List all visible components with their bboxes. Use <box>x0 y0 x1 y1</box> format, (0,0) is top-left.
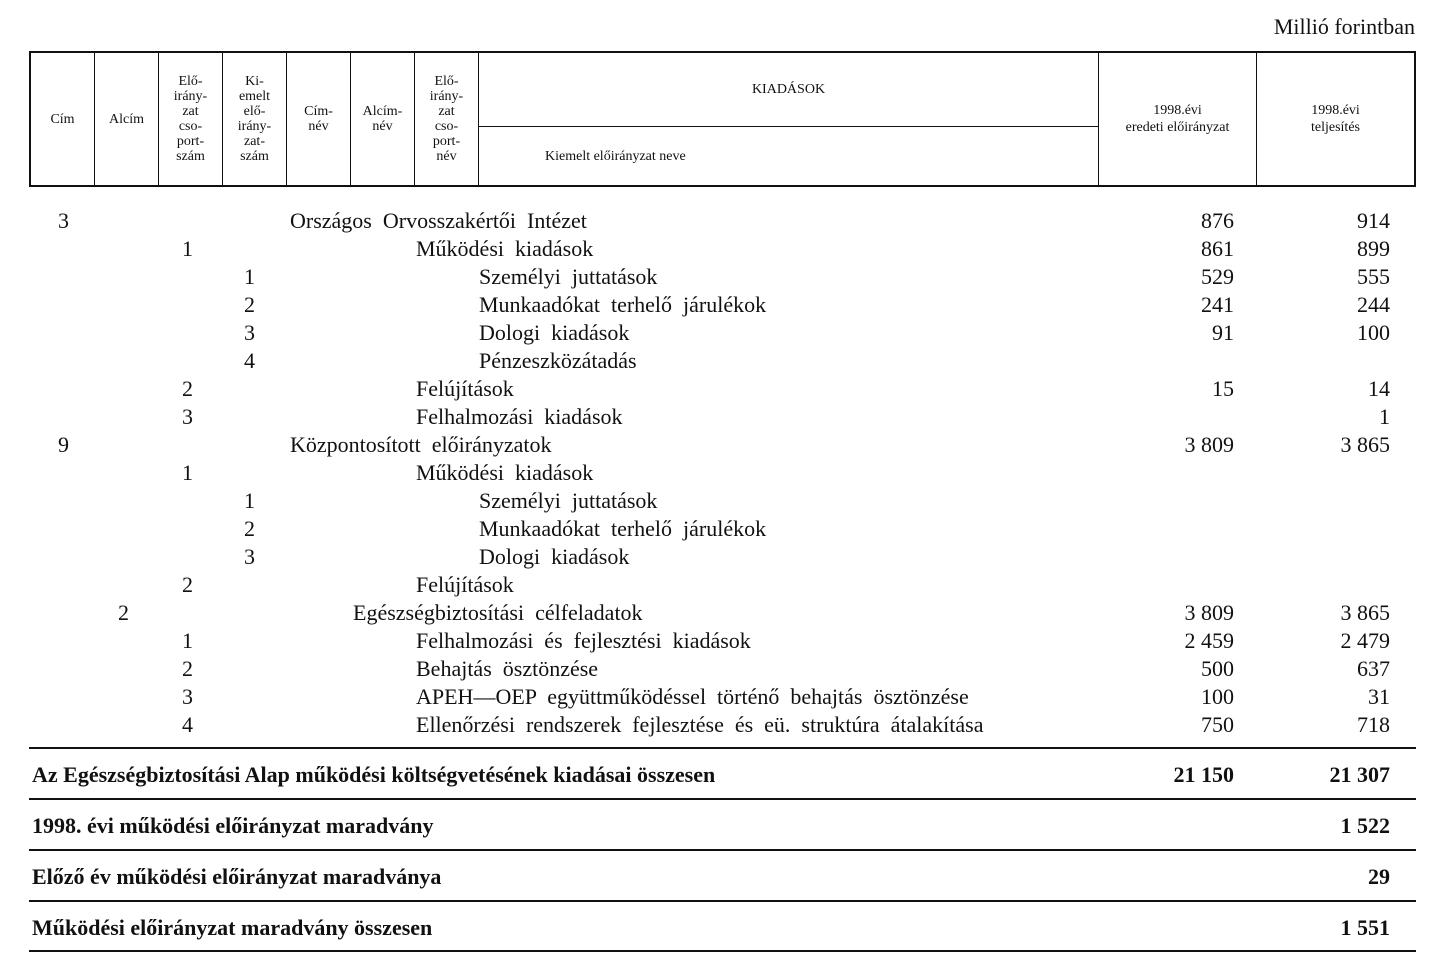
header-cim-label: Cím <box>50 111 75 127</box>
teljesites-value: 718 <box>1357 712 1390 737</box>
csoport-name: Működési kiadások <box>416 460 594 485</box>
teljesites-value: 2 479 <box>1340 628 1390 653</box>
table-row <box>0 263 1431 291</box>
header-cim-nev-label: Cím- név <box>304 104 333 134</box>
table-row <box>0 515 1431 543</box>
summary-row <box>0 760 1431 790</box>
kiemelt-number: 3 <box>244 320 255 345</box>
table-row <box>0 459 1431 487</box>
kiemelt-name: Személyi juttatások <box>479 264 658 289</box>
summary-label: Működési előirányzat maradvány összesen <box>32 915 433 940</box>
teljesites-value: 100 <box>1357 320 1390 345</box>
header-csoport-nev-label: Elő- irány- zat cso- port- név <box>429 74 464 164</box>
header-alcim-nev <box>351 53 415 185</box>
teljesites-value: 555 <box>1357 264 1390 289</box>
summary-row <box>0 811 1431 841</box>
kiemelt-name: Munkaadókat terhelő járulékok <box>479 516 767 541</box>
header-eredeti-label: 1998.évi eredeti előirányzat <box>1125 103 1230 135</box>
csoport-name: Működési kiadások <box>416 236 594 261</box>
kiemelt-number: 3 <box>244 544 255 569</box>
csoport-name: Felhalmozási és fejlesztési kiadások <box>416 628 751 653</box>
header-kiemelt-szam <box>223 53 287 185</box>
header-kiadasok-title: KIADÁSOK <box>479 53 1098 127</box>
header-alcim-nev-label: Alcím- név <box>362 104 403 134</box>
csoport-name: APEH—OEP együttműködéssel történő behajtás ösztönzése <box>416 684 969 709</box>
csoport-name: Behajtás ösztönzése <box>416 656 599 681</box>
eredeti-value: 3 809 <box>1184 432 1234 457</box>
csoport-name: Felhalmozási kiadások <box>416 404 623 429</box>
kiemelt-name: Személyi juttatások <box>479 488 658 513</box>
alcim-name: Egészségbiztosítási célfeladatok <box>353 600 643 625</box>
kiemelt-name: Dologi kiadások <box>479 544 630 569</box>
divider <box>29 747 1416 749</box>
summary-row <box>0 913 1431 943</box>
header-eredeti-eloiranyzat <box>1099 53 1257 185</box>
cim-name: Központosított előirányzatok <box>290 432 552 457</box>
summary-teljesites-value: 29 <box>1368 864 1390 889</box>
table-row <box>0 347 1431 375</box>
eredeti-value: 15 <box>1212 376 1234 401</box>
csoport-number: 2 <box>182 376 193 401</box>
teljesites-value: 14 <box>1368 376 1390 401</box>
cim-name: Országos Orvosszakértői Intézet <box>290 208 587 233</box>
eredeti-value: 529 <box>1201 264 1234 289</box>
divider <box>29 900 1416 902</box>
table-row <box>0 571 1431 599</box>
table-row <box>0 627 1431 655</box>
header-alcim-label: Alcím <box>109 111 144 127</box>
kiemelt-name: Pénzeszközátadás <box>479 348 637 373</box>
table-row <box>0 375 1431 403</box>
kiemelt-number: 1 <box>244 488 255 513</box>
csoport-number: 1 <box>182 236 193 261</box>
header-kiadasok <box>479 53 1099 185</box>
eredeti-value: 2 459 <box>1184 628 1234 653</box>
kiemelt-number: 2 <box>244 516 255 541</box>
eredeti-value: 91 <box>1212 320 1234 345</box>
teljesites-value: 1 <box>1379 404 1390 429</box>
kiemelt-name: Munkaadókat terhelő járulékok <box>479 292 767 317</box>
teljesites-value: 31 <box>1368 684 1390 709</box>
table-header <box>29 51 1416 187</box>
csoport-number: 2 <box>182 572 193 597</box>
table-row <box>0 711 1431 739</box>
header-csoport-szam-label: Elő- irány- zat cso- port- szám <box>173 74 208 164</box>
table-row <box>0 683 1431 711</box>
unit-label: Millió forintban <box>1273 14 1415 39</box>
header-alcim <box>95 53 159 185</box>
eredeti-value: 100 <box>1201 684 1234 709</box>
header-eloiranyzat-csoport-szam <box>159 53 223 185</box>
divider <box>29 798 1416 800</box>
header-teljesites <box>1257 53 1414 185</box>
eredeti-value: 500 <box>1201 656 1234 681</box>
csoport-number: 4 <box>182 712 193 737</box>
csoport-number: 3 <box>182 404 193 429</box>
table-row <box>0 319 1431 347</box>
table-row <box>0 403 1431 431</box>
kiemelt-number: 2 <box>244 292 255 317</box>
divider <box>29 849 1416 851</box>
header-csoport-nev <box>415 53 479 185</box>
kiemelt-name: Dologi kiadások <box>479 320 630 345</box>
teljesites-value: 637 <box>1357 656 1390 681</box>
eredeti-value: 3 809 <box>1184 600 1234 625</box>
teljesites-value: 3 865 <box>1340 432 1390 457</box>
csoport-number: 1 <box>182 460 193 485</box>
divider <box>29 950 1416 952</box>
teljesites-value: 244 <box>1357 292 1390 317</box>
kiemelt-number: 4 <box>244 348 255 373</box>
cim-number: 9 <box>58 432 69 457</box>
teljesites-value: 914 <box>1357 208 1390 233</box>
header-teljesites-label: 1998.évi teljesítés <box>1311 103 1360 135</box>
table-row <box>0 431 1431 459</box>
table-row <box>0 291 1431 319</box>
header-cim <box>31 53 95 185</box>
eredeti-value: 876 <box>1201 208 1234 233</box>
csoport-name: Felújítások <box>416 572 514 597</box>
header-cim-nev <box>287 53 351 185</box>
header-kiemelt-szam-label: Ki- emelt elő- irány- zat- szám <box>237 74 272 164</box>
csoport-name: Ellenőrzési rendszerek fejlesztése és eü. struktúra átalakítása <box>416 712 984 737</box>
summary-row <box>0 862 1431 892</box>
summary-eredeti-value: 21 150 <box>1173 762 1234 787</box>
csoport-name: Felújítások <box>416 376 514 401</box>
eredeti-value: 241 <box>1201 292 1234 317</box>
csoport-number: 3 <box>182 684 193 709</box>
table-row <box>0 655 1431 683</box>
summary-label: Előző év működési előirányzat maradványa <box>32 864 442 889</box>
eredeti-value: 750 <box>1201 712 1234 737</box>
table-row <box>0 207 1431 235</box>
summary-teljesites-value: 21 307 <box>1329 762 1390 787</box>
alcim-number: 2 <box>118 600 129 625</box>
table-row <box>0 543 1431 571</box>
table-row <box>0 235 1431 263</box>
summary-teljesites-value: 1 551 <box>1340 915 1390 940</box>
table-row <box>0 487 1431 515</box>
summary-teljesites-value: 1 522 <box>1340 813 1390 838</box>
csoport-number: 2 <box>182 656 193 681</box>
summary-label: 1998. évi működési előirányzat maradvány <box>32 813 434 838</box>
summary-label: Az Egészségbiztosítási Alap működési költségvetésének kiadásai összesen <box>32 762 716 787</box>
kiemelt-number: 1 <box>244 264 255 289</box>
cim-number: 3 <box>58 208 69 233</box>
eredeti-value: 861 <box>1201 236 1234 261</box>
table-row <box>0 599 1431 627</box>
csoport-number: 1 <box>182 628 193 653</box>
teljesites-value: 899 <box>1357 236 1390 261</box>
teljesites-value: 3 865 <box>1340 600 1390 625</box>
header-kiemelt-nev: Kiemelt előirányzat neve <box>545 149 686 164</box>
